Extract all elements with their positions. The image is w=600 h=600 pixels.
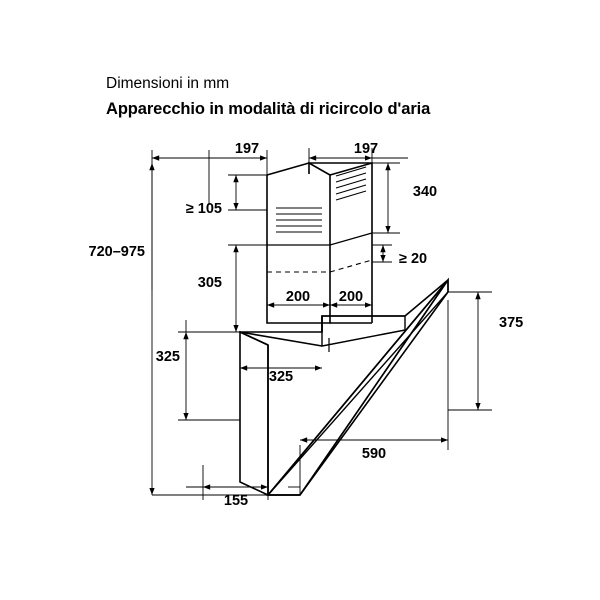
dim-min-clearance-left: ≥ 105 [185,201,222,217]
dim-chimney-lower-height: 305 [197,275,222,291]
dim-overall-width: 590 [361,446,387,462]
dim-body-width: 325 [268,369,294,385]
page-title: Apparecchio in modalità di ricircolo d'aria [106,100,431,118]
dim-chimney-depth-right: 200 [338,289,364,305]
dim-body-height: 325 [155,349,180,365]
dim-height-range: 720–975 [88,244,145,260]
dim-glass-height: 375 [499,315,524,331]
dim-depth-bottom: 155 [223,493,249,509]
dim-top-right-width: 197 [353,141,379,157]
dim-chimney-depth-left: 200 [285,289,311,305]
units-note: Dimensioni in mm [106,75,230,92]
product-outline [240,163,448,495]
dimension-labels [89,141,524,509]
dim-min-clearance-right: ≥ 20 [399,251,428,267]
dim-top-left-width: 197 [234,141,260,157]
dim-chimney-height-right: 340 [412,184,438,200]
